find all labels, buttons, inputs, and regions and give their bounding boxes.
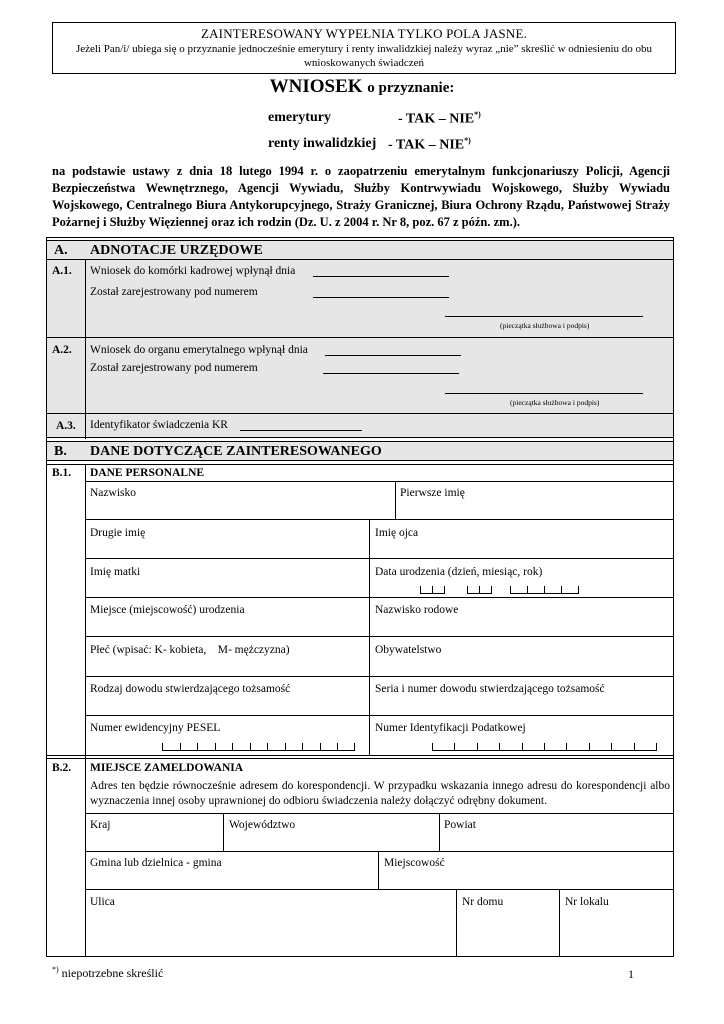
birth-year-boxes[interactable] [510,585,578,594]
field-data-urodzenia[interactable]: Data urodzenia (dzień, miesiąc, rok) [375,566,543,578]
field-pierwsze-imie[interactable]: Pierwsze imię [400,487,465,499]
field-gmina[interactable]: Gmina lub dzielnica - gmina [90,857,222,869]
b2-number: B.2. [52,762,72,774]
section-b-letter: B. [54,444,67,459]
option-emerytura-label: emerytury [268,110,331,125]
a2-received-date-field[interactable] [325,345,461,356]
a2-number: A.2. [52,344,72,356]
b1-number: B.1. [52,467,72,479]
a2-registered-number-field[interactable] [323,363,459,374]
field-plec[interactable]: Płeć (wpisać: K- kobieta, M- mężczyzna) [90,644,290,656]
form-title [0,76,724,98]
a3-identifier-label: Identyfikator świadczenia KR [90,419,228,431]
field-nazwisko-rodowe[interactable]: Nazwisko rodowe [375,604,459,616]
footnote-text: niepotrzebne skreślić [61,966,164,980]
a2-received-label: Wniosek do organu emerytalnego wpłynął dnia [90,344,308,356]
field-nr-domu[interactable]: Nr domu [462,896,504,908]
footnote [52,965,163,981]
page-number: 1 [628,967,634,981]
field-drugie-imie[interactable]: Drugie imię [90,527,146,539]
field-wojewodztwo[interactable]: Województwo [229,819,296,831]
a1-received-label: Wniosek do komórki kadrowej wpłynął dnia [90,265,296,277]
field-nr-lokalu[interactable]: Nr lokalu [565,896,609,908]
a1-registered-number-field[interactable] [313,287,449,298]
field-imie-matki[interactable]: Imię matki [90,566,141,578]
option-renta-label: renty inwalidzkiej [268,136,377,151]
option-renta-choice[interactable]: - TAK – NIE*) [388,136,471,153]
field-nazwisko[interactable]: Nazwisko [90,487,136,499]
notice-headline: ZAINTERESOWANY WYPEŁNIA TYLKO POLA JASNE. [200,26,528,41]
legal-basis: na podstawie ustawy z dnia 18 lutego 1994 r. o zaopatrzeniu emerytalnym funkcjonariuszy Policji, Agencji Bezpieczeństwa Wewnętrznego, Agencji Wywiadu, Służby Kontrwywiadu Wojskowego, Służby Wywiadu Wojskowego, Centralnego Biura Antykorupcyjnego, Straży Granicznej, Biura Ochrony Rządu, Państwowej Straży Pożarnej i Służby Więziennej oraz ich rodzin (Dz. U. z 2004 r. Nr 8, poz. 67 z późn. zm.). [52,164,670,229]
notice-detail: Jeżeli Pan/i/ ubiega się o przyznanie jednocześnie emerytury i renty inwalidzkiej należy wyraz „nie” skreślić w odniesieniu do obu wnioskowanych świadczeń [75,43,653,69]
section-a-title: ADNOTACJE URZĘDOWE [90,243,263,258]
a3-number: A.3. [56,420,76,432]
a3-identifier-field[interactable] [240,420,362,431]
field-nip[interactable]: Numer Identyfikacji Podatkowej [375,722,526,734]
field-pesel[interactable]: Numer ewidencyjny PESEL [90,722,221,734]
b1-title: DANE PERSONALNE [90,467,205,479]
field-powiat[interactable]: Powiat [444,819,476,831]
field-rodzaj-dowodu[interactable]: Rodzaj dowodu stwierdzającego tożsamość [90,683,291,695]
b2-note: Adres ten będzie równocześnie adresem do korespondencji. W przypadku wskazania innego adresu do korespondencji albo wyznaczenia innej osoby uprawnionej do odbioru świadczenia należy dołączyć odrębny dokument. [90,780,670,807]
section-b-title: DANE DOTYCZĄCE ZAINTERESOWANEGO [90,444,382,459]
a1-stamp-line[interactable] [445,306,643,317]
section-a-letter: A. [54,243,68,258]
a1-number: A.1. [52,265,72,277]
pesel-boxes[interactable] [162,742,354,751]
field-seria-numer-dowodu[interactable]: Seria i numer dowodu stwierdzającego tożsamość [375,683,605,695]
option-emerytura-choice[interactable]: - TAK – NIE*) [398,110,481,127]
footnote-mark: *) [52,965,59,974]
title-main: WNIOSEK [269,76,363,97]
title-rest: o przyznanie: [367,80,455,96]
a1-stamp-caption: (pieczątka służbowa i podpis) [500,321,590,330]
a2-stamp-caption: (pieczątka służbowa i podpis) [510,398,600,407]
a1-received-date-field[interactable] [313,266,449,277]
field-ulica[interactable]: Ulica [90,896,115,908]
birth-month-boxes[interactable] [467,585,491,594]
field-imie-ojca[interactable]: Imię ojca [375,527,419,539]
a1-registered-label: Został zarejestrowany pod numerem [90,286,258,298]
birth-day-boxes[interactable] [420,585,444,594]
field-obywatelstwo[interactable]: Obywatelstwo [375,644,442,656]
field-kraj[interactable]: Kraj [90,819,111,831]
instruction-notice [52,22,676,74]
field-miejscowosc[interactable]: Miejscowość [384,857,445,869]
a2-registered-label: Został zarejestrowany pod numerem [90,362,258,374]
nip-boxes[interactable] [432,742,656,751]
a2-stamp-line[interactable] [445,383,643,394]
b2-title: MIEJSCE ZAMELDOWANIA [90,762,244,774]
field-miejsce-urodzenia[interactable]: Miejsce (miejscowość) urodzenia [90,604,245,616]
